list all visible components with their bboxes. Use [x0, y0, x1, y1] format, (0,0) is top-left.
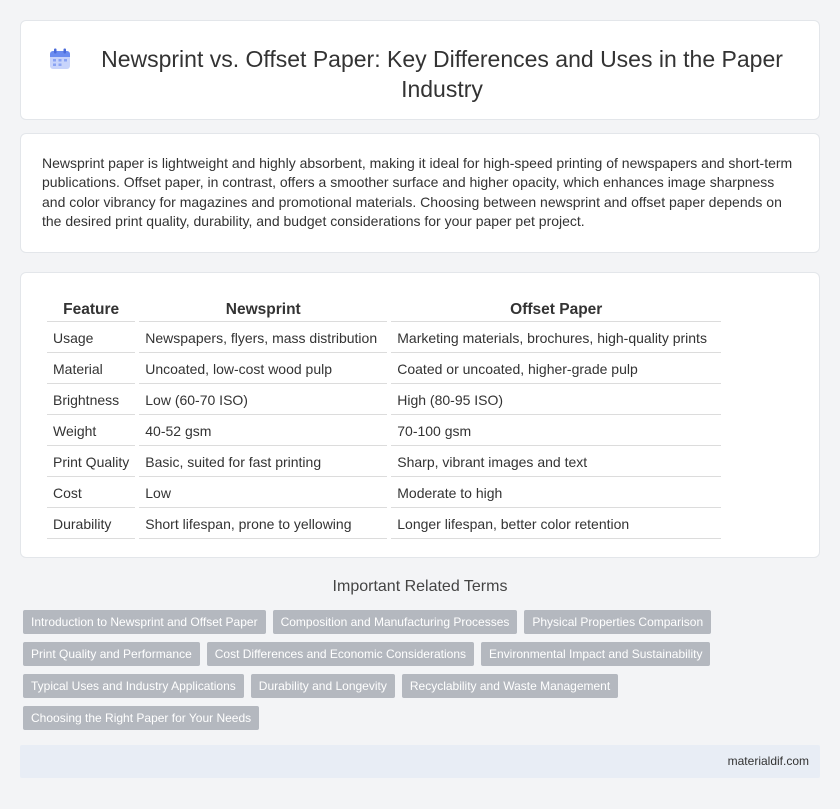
cell-offset: Marketing materials, brochures, high-quality prints	[391, 324, 721, 353]
cell-newsprint: Uncoated, low-cost wood pulp	[139, 355, 387, 384]
table-row	[47, 448, 721, 477]
related-term-tag[interactable]: Environmental Impact and Sustainability	[481, 642, 710, 666]
related-term-tag[interactable]: Durability and Longevity	[251, 674, 395, 698]
related-term-tag[interactable]: Cost Differences and Economic Considerations	[207, 642, 474, 666]
cell-feature: Material	[47, 355, 135, 384]
cell-newsprint: Short lifespan, prone to yellowing	[139, 510, 387, 539]
table-header-row	[47, 298, 721, 322]
related-term-tag[interactable]: Choosing the Right Paper for Your Needs	[23, 706, 259, 730]
cell-feature: Brightness	[47, 386, 135, 415]
related-term-tag[interactable]: Recyclability and Waste Management	[402, 674, 618, 698]
related-term-tag[interactable]: Composition and Manufacturing Processes	[273, 610, 518, 634]
cell-newsprint: Low (60-70 ISO)	[139, 386, 387, 415]
intro-paragraph: Newsprint paper is lightweight and highly absorbent, making it ideal for high-speed printing of newspapers and short-term publications. Offset paper, in contrast, offers a smoother surface and higher opacity, which enhances image sharpness and color vibrancy for magazines and promotional materials. Choosing between newsprint and offset paper depends on the desired print quality, durability, and budget considerations for your paper pet project.	[42, 155, 793, 230]
cell-offset: Moderate to high	[391, 479, 721, 508]
cell-feature: Usage	[47, 324, 135, 353]
cell-offset: High (80-95 ISO)	[391, 386, 721, 415]
header-feature: Feature	[47, 298, 135, 322]
cell-feature: Print Quality	[47, 448, 135, 477]
cell-newsprint: Basic, suited for fast printing	[139, 448, 387, 477]
related-term-tag[interactable]: Print Quality and Performance	[23, 642, 200, 666]
cell-offset: Coated or uncoated, higher-grade pulp	[391, 355, 721, 384]
header-offset-paper: Offset Paper	[391, 298, 721, 322]
related-term-tag[interactable]: Physical Properties Comparison	[524, 610, 711, 634]
header-newsprint: Newsprint	[139, 298, 387, 322]
table-row	[47, 324, 721, 353]
related-term-tag[interactable]: Introduction to Newsprint and Offset Paper	[23, 610, 266, 634]
header-card	[20, 20, 820, 120]
cell-offset: Longer lifespan, better color retention	[391, 510, 721, 539]
cell-newsprint: Low	[139, 479, 387, 508]
cell-feature: Cost	[47, 479, 135, 508]
calendar-icon	[48, 47, 72, 71]
cell-newsprint: Newspapers, flyers, mass distribution	[139, 324, 387, 353]
cell-feature: Durability	[47, 510, 135, 539]
related-terms-list	[23, 610, 823, 738]
footer-site-name[interactable]: materialdif.com	[727, 754, 809, 768]
footer	[20, 745, 820, 778]
cell-offset: Sharp, vibrant images and text	[391, 448, 721, 477]
cell-newsprint: 40-52 gsm	[139, 417, 387, 446]
table-row	[47, 417, 721, 446]
comparison-table-card	[20, 272, 820, 558]
comparison-table	[43, 296, 725, 541]
page-title: Newsprint vs. Offset Paper: Key Differences and Uses in the Paper Industry	[101, 46, 783, 102]
cell-offset: 70-100 gsm	[391, 417, 721, 446]
table-row	[47, 355, 721, 384]
table-row	[47, 386, 721, 415]
cell-feature: Weight	[47, 417, 135, 446]
table-row	[47, 510, 721, 539]
intro-card	[20, 133, 820, 253]
related-term-tag[interactable]: Typical Uses and Industry Applications	[23, 674, 244, 698]
related-terms-title: Important Related Terms	[332, 578, 508, 595]
table-row	[47, 479, 721, 508]
